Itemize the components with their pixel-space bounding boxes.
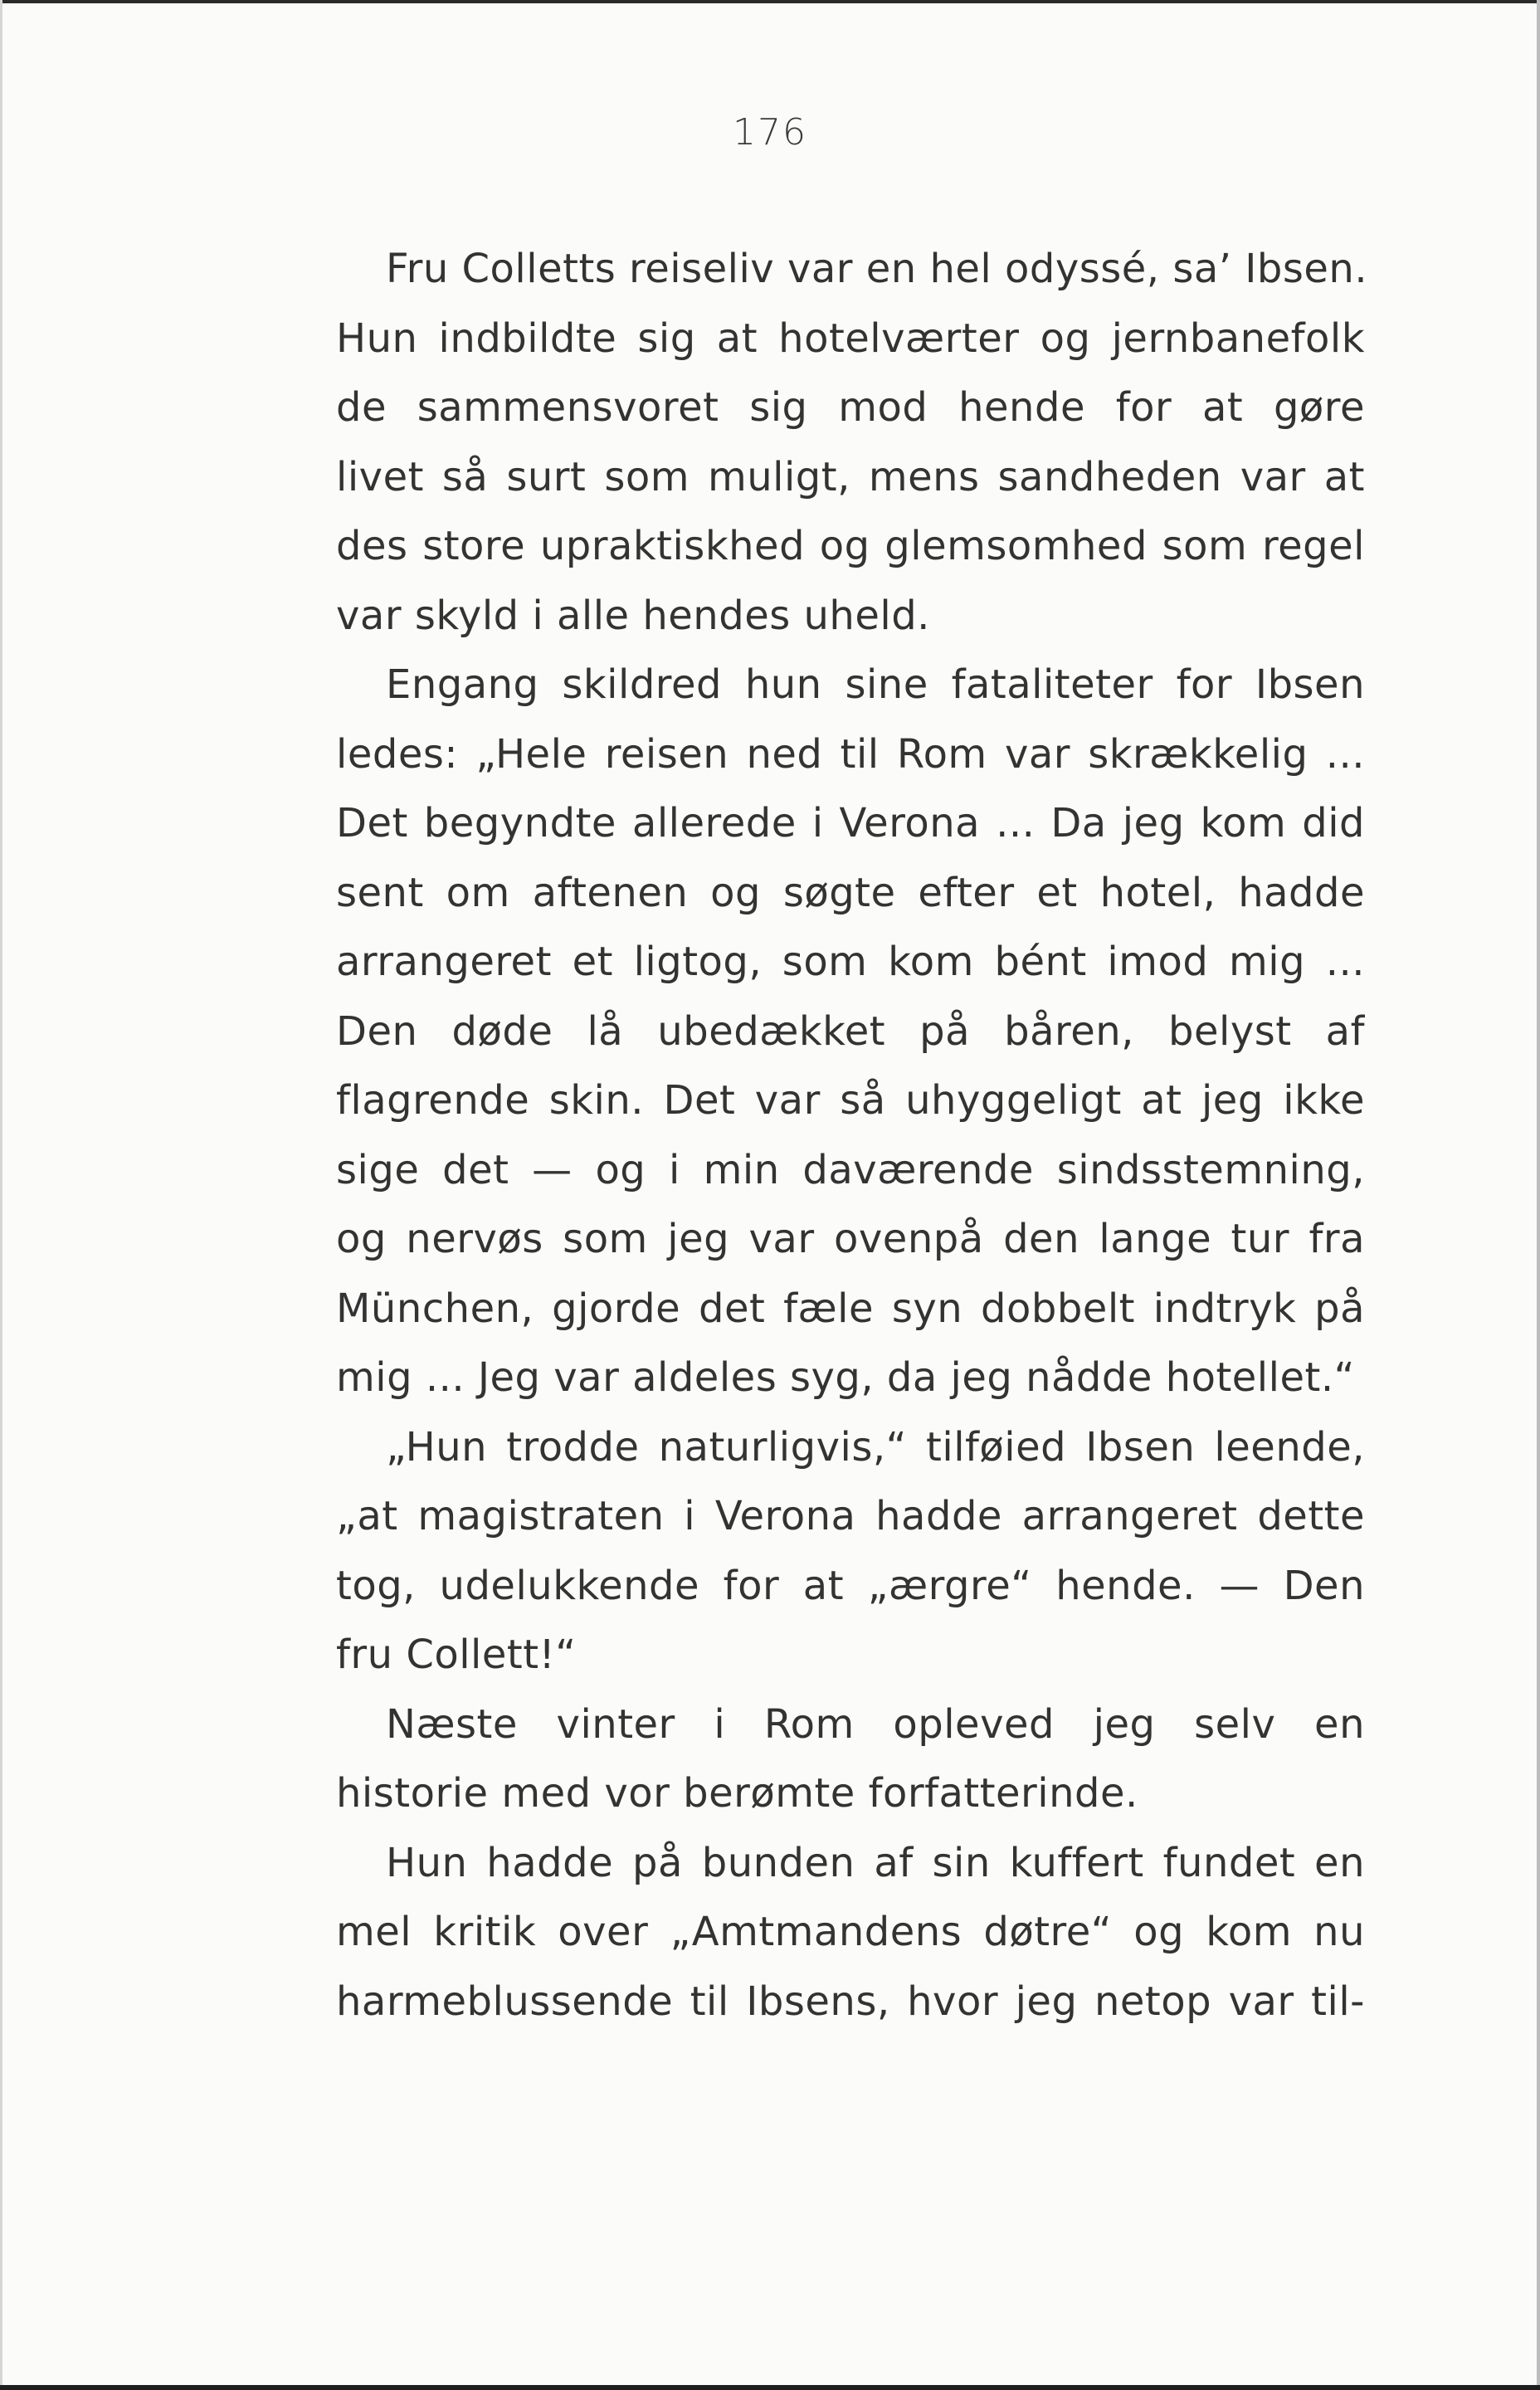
text-line: Næste vinter i Rom opleved jeg selv en [386,1700,1365,1748]
text-line: Engang skildred hun sine fataliteter for Ibsen [386,661,1365,708]
text-line: sige det — og i min daværende sindsstemning, [336,1146,1365,1193]
scan-border-top [0,0,1540,3]
text-line: de sammensvoret sig mod hende for at gøre [336,384,1365,431]
text-line: Den døde lå ubedækket på båren, belyst af [336,1007,1365,1055]
text-line: sent om aftenen og søgte efter et hotel, hadde [336,869,1365,916]
text-line: arrangeret et ligtog, som kom bént imod mig ... [336,939,1365,985]
text-line: tog, udelukkende for at „ærgre“ hende. — Den [336,1562,1365,1609]
text-line: flagrende skin. Det var så uhyggeligt at jeg ikke [336,1077,1365,1124]
text-line: des store upraktiskhed og glemsomhed som regel [336,523,1365,569]
text-line: ledes: „Hele reisen ned til Rom var skrækkelig ... [336,730,1365,778]
scan-border-right [1537,0,1540,2390]
text-line: mig ... Jeg var aldeles syg, da jeg nådde hotellet.“ [336,1354,1355,1401]
body-text [336,235,1368,2036]
text-line: mel kritik over „Amtmandens døtre“ og kom nu [336,1909,1365,1955]
text-line: Hun hadde på bunden af sin kuffert fundet en [386,1839,1365,1886]
text-line: harmeblussende til Ibsens, hvor jeg netop var til- [336,1978,1365,2025]
text-line: Hun indbildte sig at hotelværter og jernbanefolk [336,315,1365,362]
text-line: var skyld i alle hendes uheld. [336,592,930,639]
page-number: 176 [733,111,807,154]
text-line: og nervøs som jeg var ovenpå den lange tur fra [336,1216,1365,1262]
text-line: Det begyndte allerede i Verona ... Da jeg kom did [336,800,1365,846]
text-line: livet så surt som muligt, mens sandheden var at [336,453,1365,500]
text-line: „Hun trodde naturligvis,“ tilføied Ibsen leende, [386,1423,1365,1471]
scan-border-bottom [0,2385,1540,2390]
text-line: fru Collett!“ [336,1632,577,1678]
text-line: Fru Colletts reiseliv var en hel odyssé, sa’ Ibsen. [386,246,1368,292]
text-line: historie med vor berømte forfatterinde. [336,1770,1138,1817]
text-line: München, gjorde det fæle syn dobbelt indtryk på [336,1285,1365,1332]
text-line: „at magistraten i Verona hadde arrangeret dette [336,1493,1365,1539]
scan-border-left [0,0,2,2390]
